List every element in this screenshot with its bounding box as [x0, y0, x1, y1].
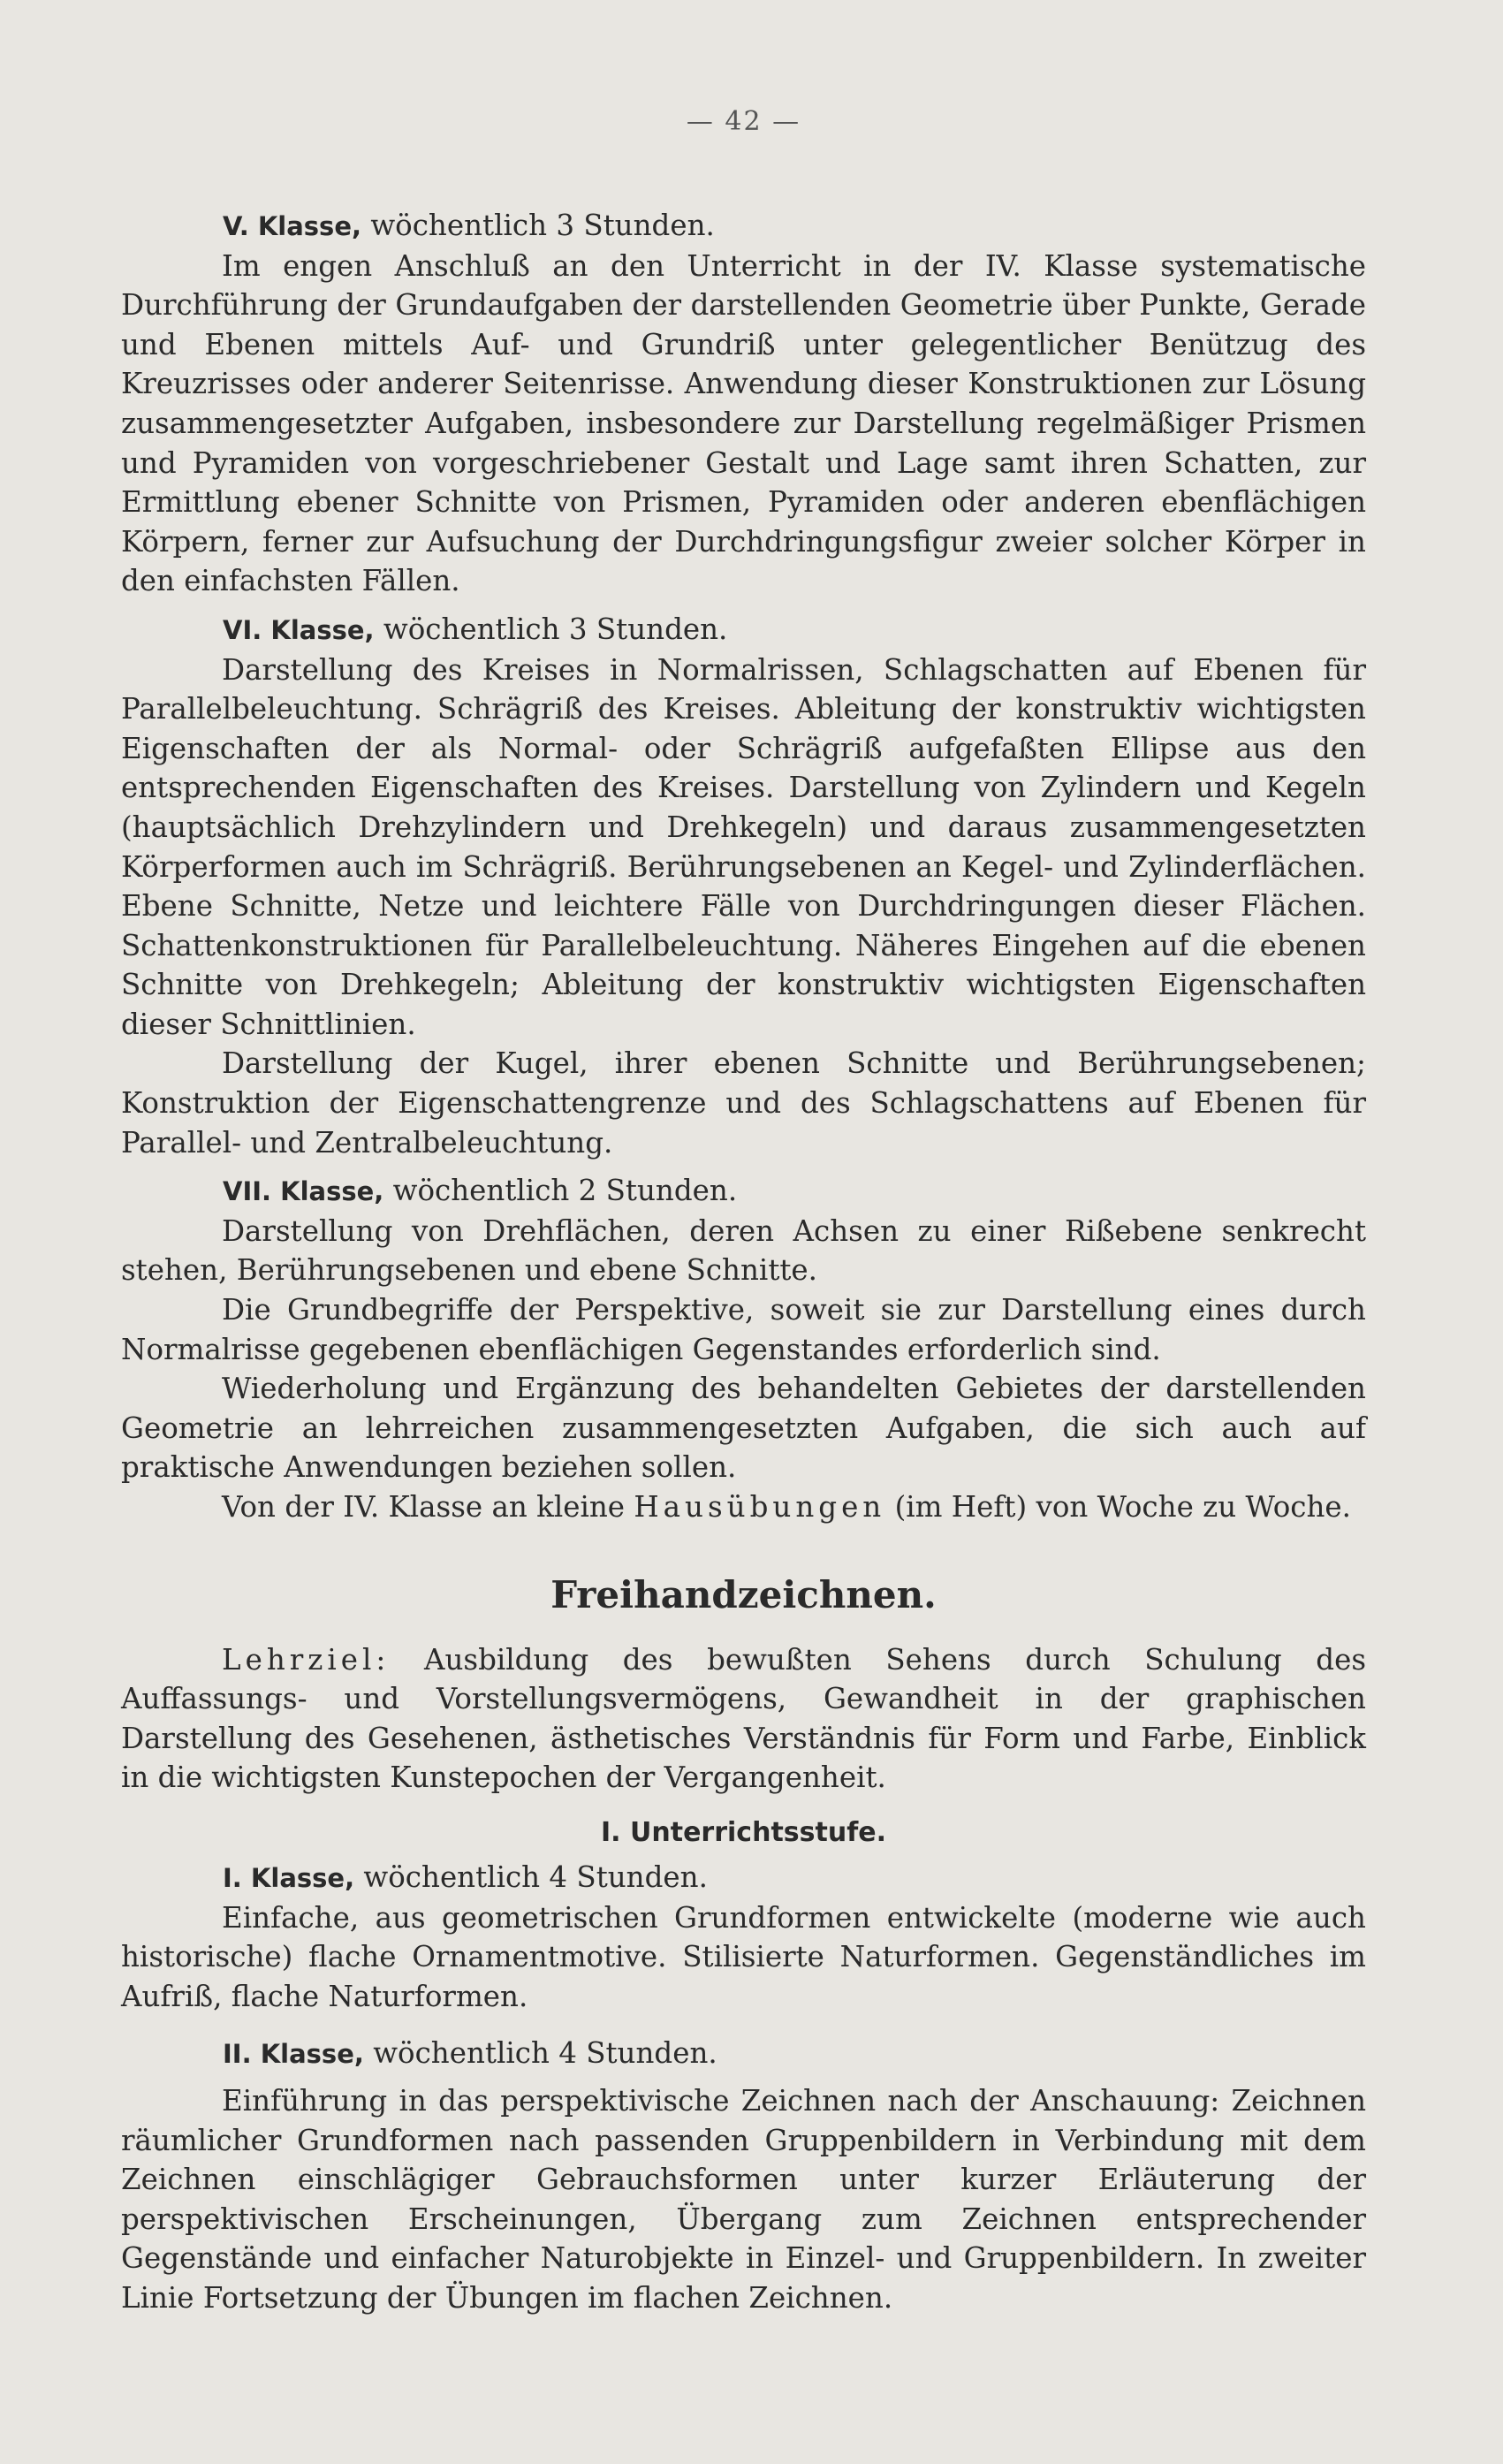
paragraph [121, 1487, 1366, 1527]
lehrziel-label: Lehrziel: [222, 1642, 391, 1677]
text-run: Von der IV. Klasse an kleine [222, 1490, 634, 1524]
class-hours: wöchentlich 2 Stunden. [383, 1174, 738, 1208]
paragraph: Darstellung der Kugel, ihrer ebenen Schnitte und Berührungsebenen; Konstruktion der Eigenschattengrenze und des Schlagschattens auf Ebenen für Parallel- und Zentralbeleuchtung. [121, 1046, 1366, 1160]
paragraph: Darstellung des Kreises in Normalrissen, Schlagschatten auf Ebenen für Parallelbeleuchtung. Schrägriß des Kreises. Ableitung der konstruktiv wichtigsten Eigenschaften der als Normal- oder Schrägriß aufgefaßten Ellipse aus den entsprechenden Eigenschaften des Kreises. Darstellung von Zylindern und Kegeln (hauptsächlich Drehzylindern und Drehkegeln) und daraus zusammengesetzten Körperformen auch im Schrägriß. Berührungsebenen an Kegel- und Zylinderflächen. Ebene Schnitte, Netze und leichtere Fälle von Durchdringungen dieser Flächen. Schattenkonstruktionen für Parallelbeleuchtung. Näheres Eingehen auf die ebenen Schnitte von Drehkegeln; Ableitung der konstruktiv wichtigsten Eigenschaften dieser Schnittlinien. [121, 652, 1366, 1041]
paragraph [121, 1640, 1366, 1798]
paragraph: Darstellung von Drehflächen, deren Achsen zu einer Rißebene senkrecht stehen, Berührungsebenen und ebene Schnitte. [121, 1213, 1366, 1288]
class-label: II. Klasse, [223, 2039, 364, 2070]
class-heading-vii [121, 1171, 1366, 1212]
section-title: Freihandzeichnen. [550, 1572, 937, 1616]
emphasized-term: Hausübungen [634, 1490, 886, 1524]
class-heading-ii [121, 2034, 1366, 2074]
paragraph: Im engen Anschluß an den Unterricht in der IV. Klasse systematische Durchführung der Grundaufgaben der darstellenden Geometrie über Punkte, Gerade und Ebenen mittels Auf- und Grundriß unter gelegentlicher Benützug des Kreuzrisses oder anderer Seitenrisse. Anwendung dieser Konstruktionen zur Lösung zusammengesetzter Aufgaben, insbesondere zur Darstellung regelmäßiger Prismen und Pyramiden von vorgeschriebener Gestalt und Lage samt ihren Schatten, zur Ermittlung ebener Schnitte von Prismen, Pyramiden oder anderen ebenflächigen Körpern, ferner zur Aufsuchung der Durchdringungsfigur zweier solcher Körper in den einfachsten Fällen. [121, 248, 1366, 598]
text-run: (im Heft) von Woche zu Woche. [885, 1490, 1351, 1524]
paragraph: Einführung in das perspektivische Zeichnen nach der Anschauung: Zeichnen räumlicher Grundformen nach passenden Gruppenbildern in Verbindung mit dem Zeichnen einschlägiger Gebrauchsformen unter kurzer Erläuterung der perspektivischen Erscheinungen, Übergang zum Zeichnen entsprechender Gegenstände und einfacher Naturobjekte in Einzel- und Gruppenbildern. In zweiter Linie Fortsetzung der Übungen im flachen Zeichnen. [121, 2083, 1366, 2315]
class-heading-v [121, 206, 1366, 247]
class-heading-i [121, 1858, 1366, 1898]
class-label: VI. Klasse, [223, 614, 375, 645]
subsection-title: I. Unterrichtsstufe. [601, 1816, 886, 1848]
class-label: VII. Klasse, [223, 1176, 384, 1207]
paragraph: Wiederholung und Ergänzung des behandelten Gebietes der darstellenden Geometrie an lehrreichen zusammengesetzten Aufgaben, die sich auch auf praktische Anwendungen beziehen sollen. [121, 1372, 1366, 1485]
class-hours: wöchentlich 4 Stunden. [363, 2036, 717, 2071]
page-number: — 42 — [686, 106, 801, 137]
class-label: V. Klasse, [223, 211, 362, 241]
class-hours: wöchentlich 3 Stunden. [374, 612, 728, 646]
class-hours: wöchentlich 3 Stunden. [361, 209, 715, 242]
paragraph: Einfache, aus geometrischen Grundformen entwickelte (moderne wie auch historische) flache Ornamentmotive. Stilisierte Naturformen. Gegenständliches im Aufriß, flache Naturformen. [121, 1900, 1366, 2013]
text-run: Ausbildung des bewußten Sehens durch Schulung des Auffassungs- und Vorstellungsvermögens, Gewandheit in der graphischen Darstellung des Gesehenen, ästhetisches Verständnis für Form und Farbe, Einblick in die wichtigsten Kunstepochen der Vergangenheit. [121, 1642, 1366, 1795]
class-heading-vi [121, 610, 1366, 650]
class-hours: wöchentlich 4 Stunden. [354, 1859, 708, 1894]
class-label: I. Klasse, [223, 1862, 355, 1893]
paragraph: Die Grundbegriffe der Perspektive, soweit sie zur Darstellung eines durch Normalrisse gegebenen ebenflächigen Gegenstandes erforderlich sind. [121, 1293, 1366, 1366]
